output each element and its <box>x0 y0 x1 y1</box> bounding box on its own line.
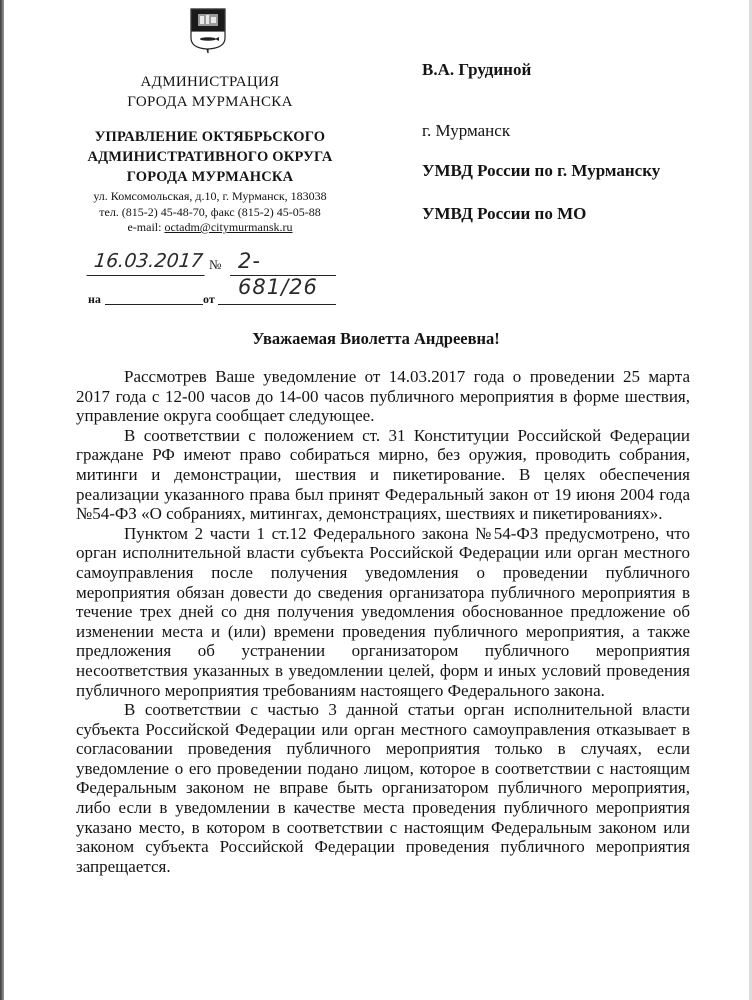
email-label: e-mail: <box>127 220 165 234</box>
paragraph-constitution: В соответствии с положением ст. 31 Конституции Российской Федерации граждане РФ имеют право собираться мирно, без оружия, проводить собрания, митинги и демонстрации, шествия и пикетирование. В целях обеспечения реализации указанного права был принят Федеральный закон от 19 июня 2004 года №54-ФЗ «О собраниях, митингах, демонстрациях, шествиях и пикетированиях». <box>76 425 690 524</box>
addressee-city: г. Мурманск <box>422 121 511 140</box>
ref-on-label: на <box>88 292 101 306</box>
phone-fax-line: тел. (815-2) 45-48-70, факс (815-2) 45-05-88 <box>99 204 321 219</box>
number-sign-label: № <box>209 257 222 272</box>
admin-line-1: АДМИНИСТРАЦИЯ <box>140 74 280 90</box>
admin-line-2: ГОРОДА МУРМАНСКА <box>127 94 293 110</box>
scan-edge-shadow <box>0 0 4 1000</box>
addressee-umvd-city: УМВД России по г. Мурманску <box>422 161 661 180</box>
dept-line-3: ГОРОДА МУРМАНСКА <box>126 169 294 185</box>
ref-from-label: от <box>203 292 215 306</box>
addressee-umvd-region: УМВД России по МО <box>422 204 587 223</box>
murmansk-coat-of-arms-icon <box>190 8 226 54</box>
dept-line-2: АДМИНИСТРАТИВНОГО ОКРУГА <box>87 149 333 165</box>
administration-name <box>60 72 360 112</box>
letter-body <box>76 367 690 876</box>
registration-date: 16.03.2017 <box>87 248 208 276</box>
contact-block <box>60 189 360 236</box>
ref-on-field <box>105 304 203 305</box>
address-line: ул. Комсомольская, д.10, г. Мурманск, 183038 <box>93 189 327 203</box>
paragraph-article-12-part-3: В соответствии с частью 3 данной статьи орган исполнительной власти субъекта Российской Федерации или орган местного самоуправления отказывает в согласовании проведения публичного мероприятия только в случаях, если уведомление о его проведении подано лицом, которое в соответствии с настоящим Федеральным законом не вправе быть организатором публичного мероприятия, либо если в уведомлении в качестве места проведения публичного мероприятия указано место, в котором в соответствии с настоящим Федеральным законом или законом субъекта Российской Федерации проведения публичного мероприятия запрещается. <box>76 700 690 876</box>
paragraph-notification: Рассмотрев Ваше уведомление от 14.03.2017 года о проведении 25 марта 2017 года с 12-00 часов до 14-00 часов публичного мероприятия в форме шествия, управление округа сообщает следующее. <box>76 367 690 426</box>
reference-line <box>88 292 338 308</box>
addressee-recipient: В.А. Грудиной <box>422 60 532 79</box>
email-link[interactable]: octadm@citymurmansk.ru <box>164 220 293 234</box>
salutation: Уважаемая Виолетта Андреевна! <box>252 329 500 348</box>
paragraph-article-12-part-1: Пунктом 2 части 1 ст.12 Федерального закона №54-ФЗ предусмотрено, что орган исполнительной власти субъекта Российской Федерации или орган местного самоуправления после получения уведомления о проведении публичного мероприятия обязан довести до сведения организатора публичного мероприятия в течение трех дней со дня получения уведомления обоснованное предложение об изменении места и (или) времени проведения публичного мероприятия, а также предложения об устранении организатором публичного мероприятия несоответствия указанных в уведомлении целей, форм и иных условий проведения публичного мероприятия требованиям настоящего Федерального закона. <box>76 523 690 700</box>
ref-from-field <box>218 304 336 305</box>
department-name <box>60 127 360 187</box>
dept-line-1: УПРАВЛЕНИЕ ОКТЯБРЬСКОГО <box>94 129 326 145</box>
email-line <box>60 220 360 236</box>
registration-number: 2-681/26 <box>230 248 336 276</box>
